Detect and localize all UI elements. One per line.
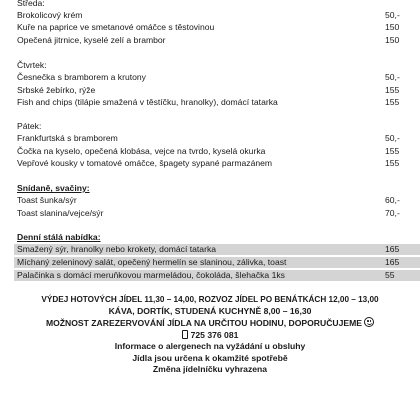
menu-item [0,22,420,33]
menu-item [0,35,420,46]
item-name: Míchaný zeleninový salát, opečený hermelín se slaninou, zálivka, toast [17,257,287,267]
menu-item [0,10,420,21]
menu-item [0,208,420,219]
item-price: 155 [385,146,400,156]
menu-item [14,244,420,255]
menu-item [0,97,420,108]
item-name: Palačinka s domácí meruňkovou marmeládou, čokoláda, šlehačka 1ks [17,270,285,280]
menu-item [14,270,420,281]
item-price: 155 [385,97,400,107]
item-price: 150 [385,35,400,45]
item-price: 60,- [385,195,400,205]
menu-item [14,257,420,268]
item-price: 155 [385,158,400,168]
reservation-text: MOŽNOST ZAREZERVOVÁNÍ JÍDLA NA URČITOU HODINU, DOPORUČUJEME [45,318,363,328]
section-heading: Denní stálá nabídka: [17,232,101,242]
phone-icon [182,330,188,339]
item-name: Vepřové kousky v tomatové omáčce, špagety sypané parmazánem [17,158,273,168]
item-price: 165 [385,257,400,267]
item-name: Kuře na paprice ve smetanové omáčce s těstovinou [17,22,215,32]
menu-item [0,158,420,169]
phone-line [0,330,420,342]
section-heading: Čtvrtek: [17,60,47,70]
item-name: Srbské žebírko, rýže [17,85,96,95]
item-name: Toast slanina/vejce/sýr [17,208,104,218]
menu-change-note: Změna jídelníčku vyhrazena [152,364,268,374]
menu-item [0,195,420,206]
item-price: 155 [385,85,400,95]
reservation-note [0,317,420,330]
item-name: Fish and chips (tilápie smažená v těstíčku, hranolky), domácí tatarka [17,97,278,107]
item-price: 70,- [385,208,400,218]
item-name: Frankfurtská s bramborem [17,133,118,143]
item-name: Opečená jitrnice, kyselé zelí a brambor [17,35,166,45]
section-heading: Snídaně, svačiny: [17,183,90,193]
section-heading: Pátek: [17,121,42,131]
item-name: Česnečka s bramborem a krutony [17,72,146,82]
item-name: Toast šunka/sýr [17,195,77,205]
menu-item [0,133,420,144]
item-price: 165 [385,244,400,254]
coffee-hours: KÁVA, DORTÍK, STUDENÁ KUCHYNĚ 8,00 – 16,30 [108,305,312,316]
menu-item [0,85,420,96]
menu-item [0,72,420,83]
menu-item [0,146,420,157]
phone-number: 725 376 081 [190,329,239,340]
section-heading: Středa: [17,0,45,8]
item-price: 55 [385,270,395,280]
item-price: 50,- [385,133,400,143]
item-price: 150 [385,22,400,32]
item-name: Čočka na kyselo, opečená klobása, vejce na tvrdo, kyselá okurka [17,146,266,156]
item-price: 50,- [385,10,400,20]
allergen-info: Informace o alergenech na vyžádání u obsluhy [114,341,306,351]
consumption-note: Jídla jsou určena k okamžité spotřebě [132,352,288,363]
item-name: Brokolicový krém [17,10,83,20]
item-name: Smažený sýr, hranolky nebo krokety, domácí tatarka [17,244,217,254]
serving-hours: VÝDEJ HOTOVÝCH JÍDEL 11,30 – 14,00, ROZVOZ JÍDEL PO BENÁTKÁCH 12,00 – 13,00 [41,295,379,304]
menu-footer [0,294,420,376]
smiley-icon [364,317,374,327]
item-price: 50,- [385,72,400,82]
